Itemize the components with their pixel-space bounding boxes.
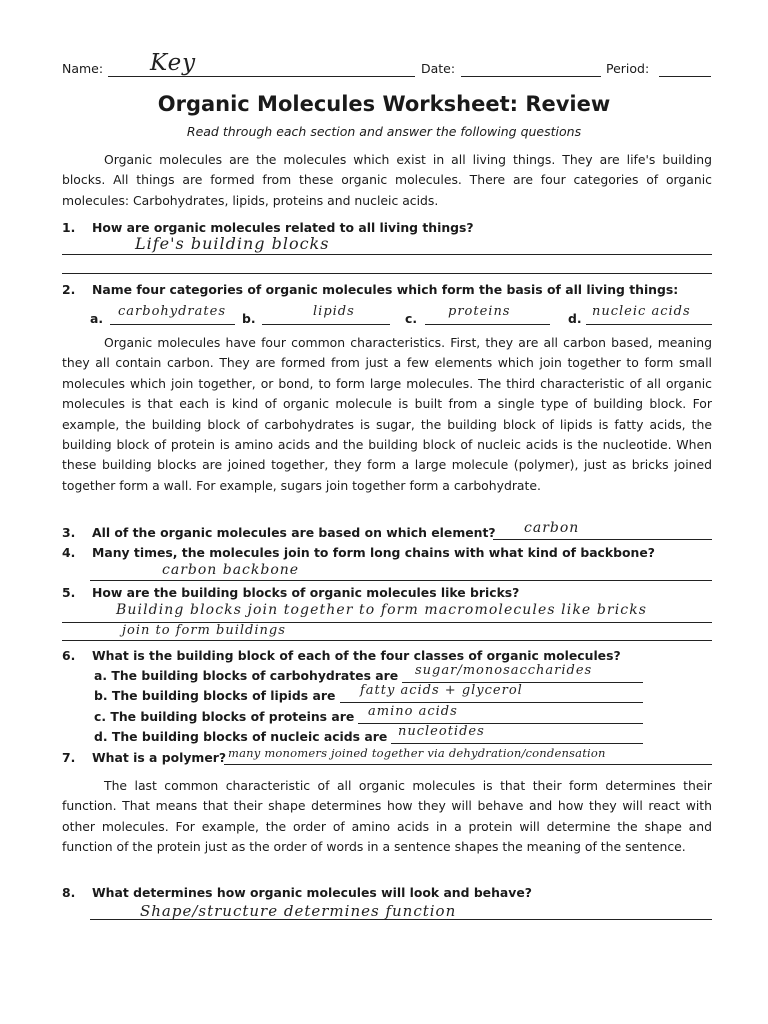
name-line <box>108 76 415 77</box>
question-2d-answer: nucleic acids <box>592 304 691 319</box>
question-5-answer-1: Building blocks join together to form macromolecules like bricks <box>116 602 648 618</box>
question-6-number: 6. <box>62 648 76 663</box>
question-4-answer: carbon backbone <box>162 562 300 578</box>
question-3-answer: carbon <box>524 520 580 536</box>
question-8-line <box>90 919 712 920</box>
question-6 <box>62 648 621 663</box>
question-7-text: What is a polymer? <box>92 750 227 765</box>
question-4-line <box>90 580 712 581</box>
question-7-line <box>224 764 712 765</box>
question-2c-line <box>425 324 550 325</box>
question-1-text: How are organic molecules related to all living things? <box>92 220 474 235</box>
question-6b-label: b. The building blocks of lipids are <box>94 688 336 703</box>
question-6c-label: c. The building blocks of proteins are <box>94 709 355 724</box>
question-6-text: What is the building block of each of the four classes of organic molecules? <box>92 648 621 663</box>
question-2b-line <box>262 324 390 325</box>
question-5-number: 5. <box>62 585 76 600</box>
page-title: Organic Molecules Worksheet: Review <box>157 92 611 116</box>
question-8-answer: Shape/structure determines function <box>140 902 457 920</box>
intro-text: Organic molecules are the molecules which exist in all living things. They are life's building blocks. All things are formed from these organic molecules. There are four categories of organic molecules: Carbohydrates, lipids, proteins and nucleic acids. <box>62 152 712 208</box>
question-7 <box>62 750 226 765</box>
question-8-text: What determines how organic molecules will look and behave? <box>92 885 532 900</box>
question-2b-answer: lipids <box>313 304 355 319</box>
question-1-line-1 <box>62 254 712 255</box>
period-label: Period: <box>606 61 650 76</box>
date-line <box>461 76 601 77</box>
question-1-number: 1. <box>62 220 76 235</box>
question-6b-line <box>340 702 643 703</box>
question-6b-answer: fatty acids + glycerol <box>360 683 523 698</box>
question-2c-answer: proteins <box>448 304 511 319</box>
question-2-text: Name four categories of organic molecules which form the basis of all living things: <box>92 282 679 297</box>
question-6a-label: a. The building blocks of carbohydrates are <box>94 668 399 683</box>
question-2a-answer: carbohydrates <box>118 304 226 319</box>
question-6d-label: d. The building blocks of nucleic acids are <box>94 729 388 744</box>
question-3-number: 3. <box>62 525 76 540</box>
question-2d-label: d. <box>568 311 582 326</box>
characteristics-paragraph <box>62 333 712 496</box>
question-5-answer-2: join to form buildings <box>122 623 286 638</box>
question-6c-answer: amino acids <box>368 704 458 719</box>
question-2c-label: c. <box>405 311 418 326</box>
question-3-text: All of the organic molecules are based on which element? <box>92 525 496 540</box>
question-4 <box>62 545 655 560</box>
question-7-number: 7. <box>62 750 76 765</box>
date-label: Date: <box>421 61 456 76</box>
question-6a-answer: sugar/monosaccharides <box>415 663 593 678</box>
form-function-paragraph <box>62 776 712 858</box>
question-6d-line <box>391 743 643 744</box>
question-6d-answer: nucleotides <box>398 724 485 739</box>
question-2-number: 2. <box>62 282 76 297</box>
question-1-line-2 <box>62 273 712 274</box>
intro-paragraph <box>62 150 712 211</box>
form-function-text: The last common characteristic of all organic molecules is that their form determines their function. That means that their shape determines how they will behave and how they will react with other molecules. For example, the order of amino acids in a protein will determine the shape and function of the protein just as the order of words in a sentence shapes the meaning of the sentence. <box>62 778 712 855</box>
question-2d-line <box>586 324 712 325</box>
question-2 <box>62 282 678 297</box>
question-8 <box>62 885 532 900</box>
period-line <box>659 76 711 77</box>
page-subtitle: Read through each section and answer the following questions <box>186 124 582 139</box>
question-5-text: How are the building blocks of organic molecules like bricks? <box>92 585 520 600</box>
question-3 <box>62 525 496 540</box>
question-5-line-2 <box>62 640 712 641</box>
characteristics-text: Organic molecules have four common characteristics. First, they are all carbon based, meaning they all contain carbon. They are formed from just a few elements which join together to form small molecules which join together, or bond, to form large molecules. The third characteristic of all organic molecules is that each is kind of organic molecule is built from a single type of building block. For example, the building block of carbohydrates is sugar, the building block of lipids is fatty acids, the building block of protein is amino acids and the building block of nucleic acids is the nucleotide. When these building blocks are joined together, they form a large molecule (polymer), just as bricks joined together form a wall. For example, sugars join together form a carbohydrate. <box>62 335 712 493</box>
name-value: Key <box>150 50 197 76</box>
question-5 <box>62 585 519 600</box>
question-4-text: Many times, the molecules join to form long chains with what kind of backbone? <box>92 545 655 560</box>
question-2a-line <box>110 324 235 325</box>
question-7-answer: many monomers joined together via dehydration/condensation <box>228 746 606 760</box>
question-1-answer: Life's building blocks <box>135 234 330 253</box>
question-2a-label: a. <box>90 311 104 326</box>
name-label: Name: <box>62 61 104 76</box>
question-3-line <box>493 539 712 540</box>
question-4-number: 4. <box>62 545 76 560</box>
question-2b-label: b. <box>242 311 256 326</box>
question-1 <box>62 220 474 235</box>
question-8-number: 8. <box>62 885 76 900</box>
